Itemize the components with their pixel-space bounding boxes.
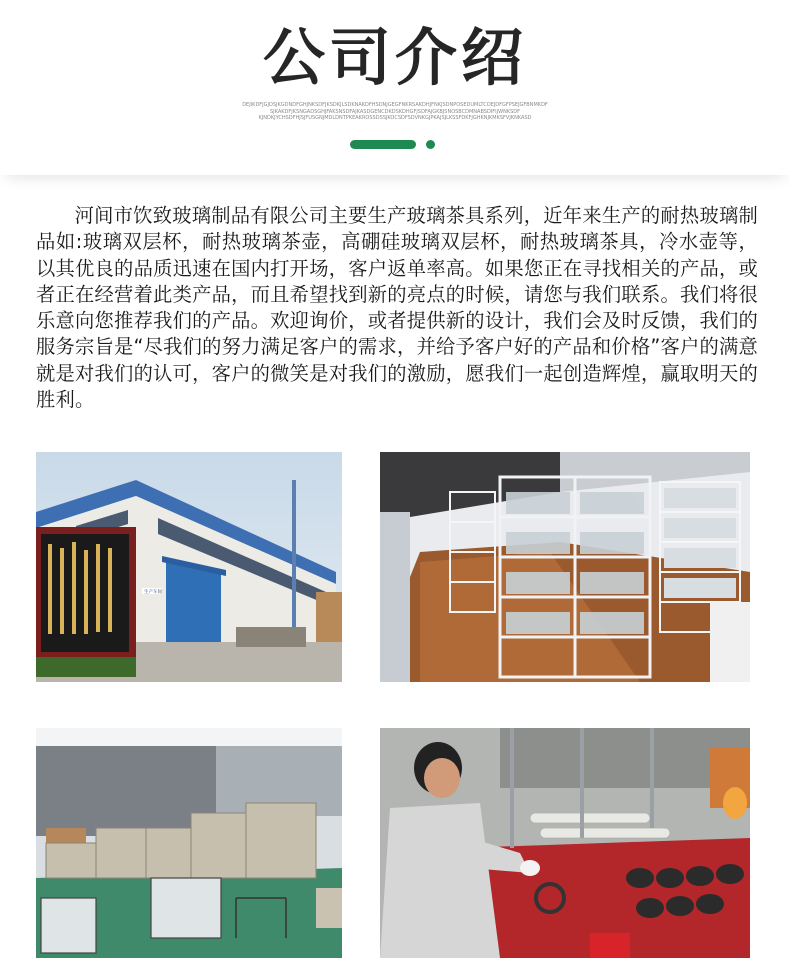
subtitle-line: KJNDKJYCHSDFHJSJFUSGNJMDLDNTPKEAKROSSDSSJKOCSDFSDVNKGJPKAJSJLKSSFDKFJGHKNJKMKSFVJKNKASD	[258, 115, 532, 121]
subtitle-line: SJKAKDFJKSNGADSGHJFAKSNSDFAJKASDGENCDKDSKDHGFJSDFAJGKBJSNOSBCDMNABSDIFIJWNKSDF	[270, 108, 520, 115]
worker-machine-photo	[380, 728, 750, 958]
subtitle-line: DEJIKDFJGJDSJKGDNDFGHJNKSDFJKSDKJLSDKNAKDFHSDNJGEGFNKRSAKDHJFNKJSDNPOSEDUMLTCOEJDFGFPSEJGFBNMKDF	[242, 102, 548, 108]
factory-sign-text: 生产车间	[144, 590, 162, 595]
subtitle-decorative-text	[240, 102, 550, 122]
title-accent-dot	[426, 140, 435, 149]
title-accent-bar	[350, 140, 416, 149]
company-intro-paragraph: 河间市饮致玻璃制品有限公司主要生产玻璃茶具系列，近年来生产的耐热玻璃制品如:玻璃双层杯，耐热玻璃茶壶，高硼硅玻璃双层杯，耐热玻璃茶具，冷水壶等，以其优良的品质迅速在国内打开场，客户返单率高。如果您正在寻找相关的产品，或者正在经营着此类产品，而且希望找到新的亮点的时候，请您与我们联系。我们将很乐意向您推荐我们的产品。欢迎询价，或者提供新的设计，我们会及时反馈，我们的服务宗旨是“尽我们的努力满足客户的需求，并给予客户好的产品和价格”客户的满意就是对我们的认可，客户的微笑是对我们的激励，愿我们一起创造辉煌，赢取明天的胜利。	[36, 204, 758, 412]
header	[0, 0, 790, 175]
glass-shelves-photo	[380, 452, 750, 682]
page-title: 公司介绍	[262, 21, 527, 94]
glass-storage-photo	[36, 728, 342, 958]
factory-exterior-photo	[36, 452, 342, 682]
